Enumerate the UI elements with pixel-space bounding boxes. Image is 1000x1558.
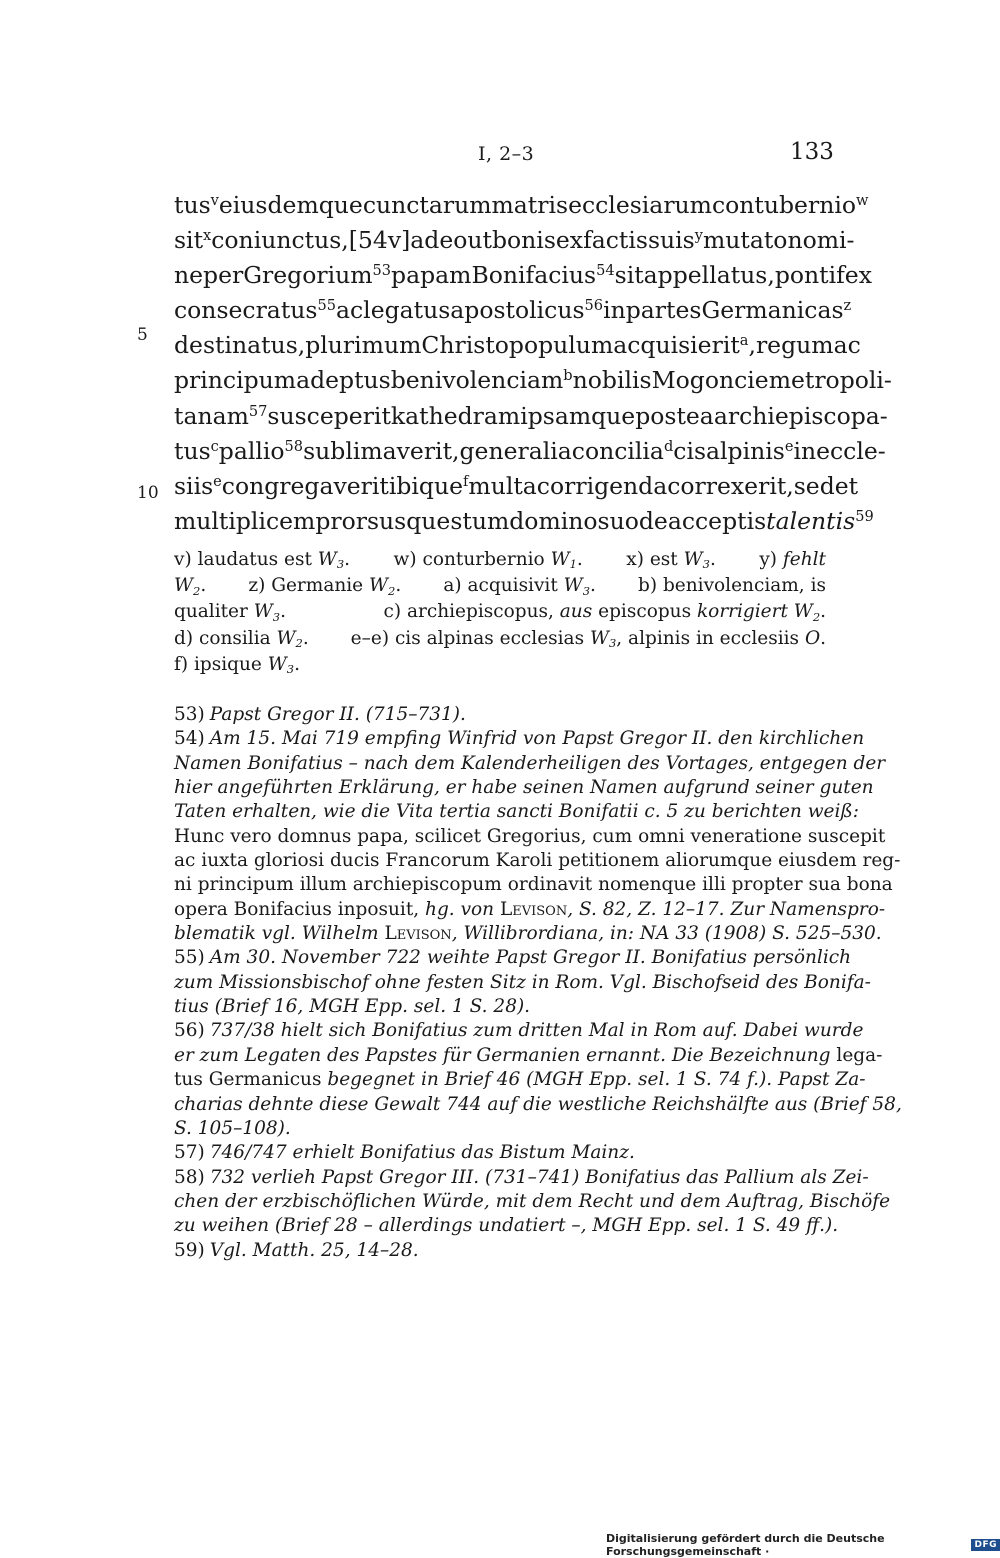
footnote-59: 59) Vgl. Matth. 25, 14–28. <box>174 1239 419 1261</box>
text-line: multiplicem prorsus questum domino suo de acceptis talentis$^{59}$ <box>174 506 874 535</box>
footnote-55: 55) Am 30. November 722 weihte Papst Gregor II. Bonifatius persönlich <box>174 947 852 969</box>
footnote-line: charias dehnte diese Gewalt 744 auf die westliche Reichshälfte aus (Brief 58, <box>174 1093 902 1115</box>
main-text <box>174 188 892 539</box>
line-number-10: 10 <box>137 483 159 503</box>
line-number-5: 5 <box>137 325 148 345</box>
footnote-line: S. 105–108). <box>174 1117 291 1139</box>
text-line: destinatus, plurimum Christo populum acquisierit$^a$, regum ac <box>174 331 861 360</box>
text-line: principum adeptus benivolenciam$^b$ nobilis Mogoncie metropoli- <box>174 366 892 395</box>
footnotes <box>174 703 902 1263</box>
footnote-line: Taten erhalten, wie die Vita tertia sancti Bonifatii c. 5 zu berichten weiß: <box>174 801 860 823</box>
critical-apparatus <box>174 547 826 678</box>
text-line: sit$^x$ coniunctus, [54v] adeo ut bonis ex factis suis$^y$ mutato nomi- <box>174 226 855 255</box>
footnote-58: 58) 732 verlieh Papst Gregor III. (731–741) Bonifatius das Pallium als Zei- <box>174 1166 869 1188</box>
text-line: siis$^e$ congregaverit ibique$^f$ multa corrigenda correxerit, sed et <box>174 471 859 500</box>
footnote-line: Namen Bonifatius – nach dem Kalenderheiligen des Vortages, entgegen der <box>174 752 886 774</box>
apparatus-entry-z: z) Germanie $W_2$. <box>248 575 402 598</box>
footnote-line: opera Bonifacius inposuit, hg. von Levison, S. 82, Z. 12–17. Zur Namenspro- <box>174 898 886 920</box>
apparatus-line <box>174 652 826 678</box>
apparatus-entry-b: b) benivolenciam, is <box>638 575 826 597</box>
apparatus-entry-y: y) fehlt <box>759 549 826 570</box>
footnote-line: blematik vgl. Wilhelm Levison, Willibrordiana, in: NA 33 (1908) S. 525–530. <box>174 923 882 945</box>
footnote-line: hier angeführten Erklärung, er habe seinen Namen aufgrund seiner guten <box>174 777 874 799</box>
footnote-56: 56) 737/38 hielt sich Bonifatius zum dritten Mal in Rom auf. Dabei wurde <box>174 1020 864 1042</box>
page-number: 133 <box>790 139 834 165</box>
apparatus-line <box>174 626 826 652</box>
text-line: tanam$^{57}$ susceperit kathedram ipsamque postea archiepiscopa- <box>174 401 888 430</box>
text-line: consecratus$^{55}$ ac legatus apostolicus$^{56}$ in partes Germanicas$^z$ <box>174 296 852 325</box>
apparatus-entry-x: x) est $W_3$. <box>626 549 716 572</box>
text-line: ne per Gregorium$^{53}$ papam Bonifacius$^{54}$ sit appellatus, pontifex <box>174 261 872 290</box>
footnote-line: er zum Legaten des Papstes für Germanien ernannt. Die Bezeichnung lega- <box>174 1044 883 1066</box>
digitization-credit <box>606 1532 1000 1558</box>
credit-text: Digitalisierung gefördert durch die Deutsche Forschungsgemeinschaft · <box>606 1532 885 1558</box>
text-line: tus$^v$ eiusdemque cunctarum matris ecclesiarum contubernio$^w$ <box>174 191 869 219</box>
footnote-line: Hunc vero domnus papa, scilicet Gregorius, cum omni veneratione suscepit <box>174 825 886 847</box>
footnote-line: chen der erzbischöflichen Würde, mit dem Recht und dem Auftrag, Bischöfe <box>174 1190 891 1212</box>
apparatus-entry-w: w) conturbernio $W_1$. <box>393 549 583 572</box>
dfg-logo: DFG <box>971 1539 1000 1551</box>
footnote-line: ni principum illum archiepiscopum ordinavit nomenque illi propter sua bona <box>174 874 893 896</box>
footnote-53: 53) Papst Gregor II. (715–731). <box>174 704 466 725</box>
apparatus-entry-a: a) acquisivit $W_3$. <box>443 575 596 598</box>
footnote-line: tius (Brief 16, MGH Epp. sel. 1 S. 28). <box>174 996 531 1018</box>
apparatus-entry-f: f) ipsique $W_3$. <box>174 653 300 677</box>
apparatus-entry-v: v) laudatus est $W_3$. <box>174 549 350 572</box>
apparatus-entry-c: c) archiepiscopus, aus episcopus korrigiert $W_2$. <box>383 601 826 624</box>
apparatus-entry-d: d) consilia $W_2$. <box>174 627 309 650</box>
apparatus-entry-e: e–e) cis alpinas ecclesias $W_3$, alpinis in ecclesiis O. <box>350 627 826 650</box>
footnote-line: zum Missionsbischof ohne festen Sitz in Rom. Vgl. Bischofseid des Bonifa- <box>174 971 871 993</box>
footnote-line: tus Germanicus begegnet in Brief 46 (MGH Epp. sel. 1 S. 74 f.). Papst Za- <box>174 1069 866 1091</box>
running-head: I, 2–3 <box>478 143 535 165</box>
apparatus-line: qualiter $W_3$. c) archiepiscopus, aus episcopus korrigiert $W_2$. <box>174 601 826 624</box>
apparatus-line: $W_2$. z) Germanie $W_2$. a) acquisivit $W_3$. b) benivolenciam, is <box>174 575 826 598</box>
apparatus-line <box>174 547 826 573</box>
text-line: tus$^c$ pallio$^{58}$ sublimaverit, generalia concilia$^d$ cisalpinis$^e$ in eccle- <box>174 436 886 465</box>
footnote-line: ac iuxta gloriosi ducis Francorum Karoli petitionem aliorumque eiusdem reg- <box>174 850 901 872</box>
footnote-54: 54) Am 15. Mai 719 empfing Winfrid von Papst Gregor II. den kirchlichen <box>174 728 865 750</box>
footnote-line: zu weihen (Brief 28 – allerdings undatiert –, MGH Epp. sel. 1 S. 49 ff.). <box>174 1215 839 1237</box>
footnote-57: 57) 746/747 erhielt Bonifatius das Bistum Mainz. <box>174 1142 635 1164</box>
